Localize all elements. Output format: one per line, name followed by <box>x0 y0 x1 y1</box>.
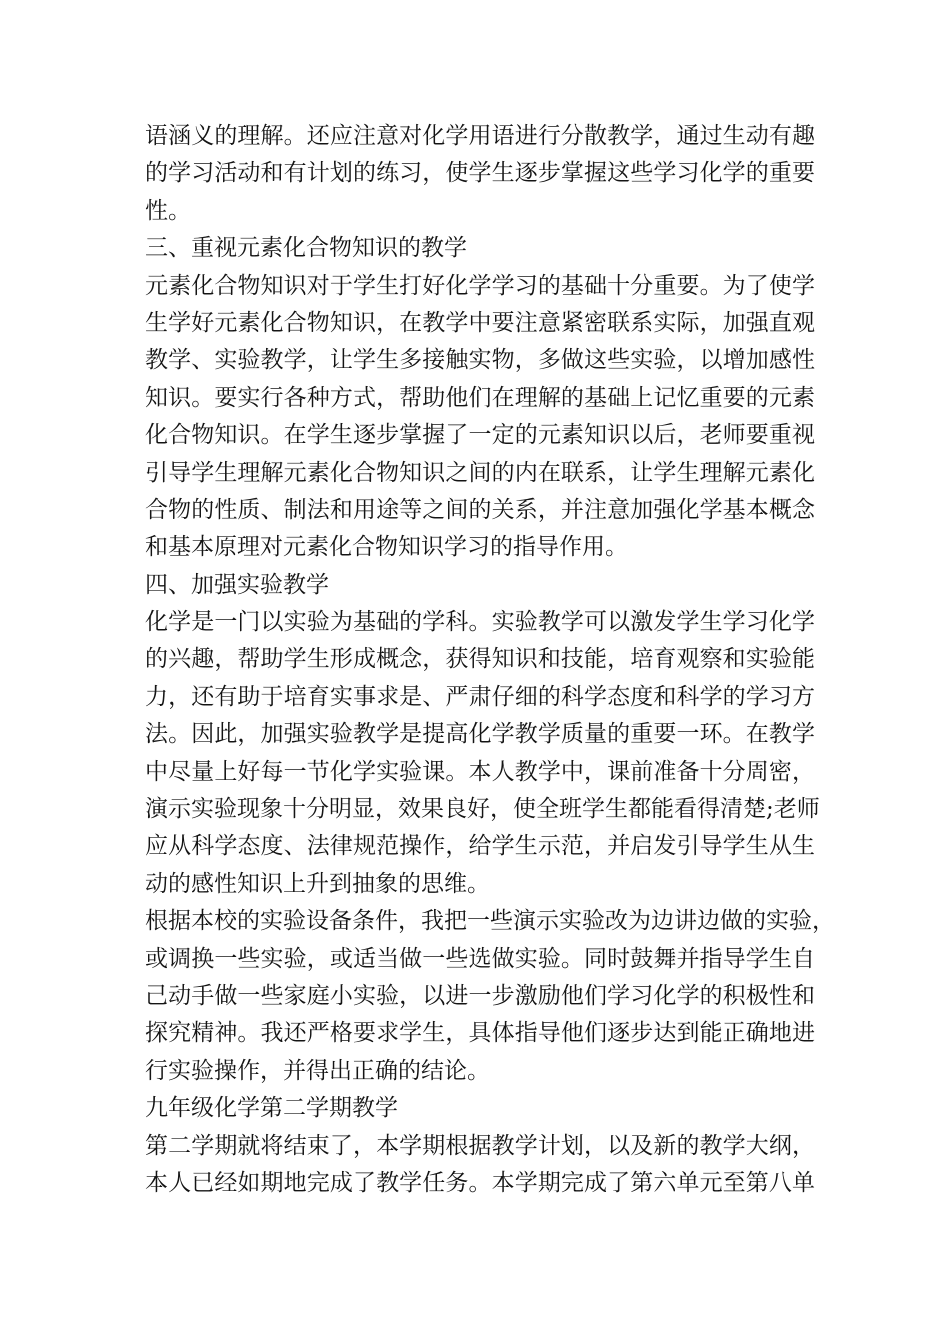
text-line: 知识。要实行各种方式，帮助他们在理解的基础上记忆重要的元素 <box>145 384 815 411</box>
text-line: 生学好元素化合物知识，在教学中要注意紧密联系实际，加强直观 <box>145 309 815 336</box>
text-line: 己动手做一些家庭小实验，以进一步激励他们学习化学的积极性和 <box>145 982 815 1009</box>
text-line: 的学习活动和有计划的练习，使学生逐步掌握这些学习化学的重要 <box>145 160 815 187</box>
text-line: 演示实验现象十分明显，效果良好，使全班学生都能看得清楚;老师 <box>145 796 820 823</box>
text-line: 行实验操作，并得出正确的结论。 <box>145 1057 490 1084</box>
text-line: 合物的性质、制法和用途等之间的关系，并注意加强化学基本概念 <box>145 496 815 523</box>
text-line: 根据本校的实验设备条件，我把一些演示实验改为边讲边做的实验， <box>145 908 835 935</box>
text-line: 法。因此，加强实验教学是提高化学教学质量的重要一环。在教学 <box>145 721 815 748</box>
text-line: 性。 <box>145 197 191 224</box>
text-line: 第二学期就将结束了，本学期根据教学计划，以及新的教学大纲， <box>145 1132 815 1159</box>
text-line: 语涵义的理解。还应注意对化学用语进行分散教学，通过生动有趣 <box>145 123 815 149</box>
text-line: 或调换一些实验，或适当做一些选做实验。同时鼓舞并指导学生自 <box>145 945 815 972</box>
text-line: 应从科学态度、法律规范操作，给学生示范，并启发引导学生从生 <box>145 833 815 860</box>
section-heading: 九年级化学第二学期教学 <box>145 1095 398 1122</box>
text-line: 引导学生理解元素化合物知识之间的内在联系，让学生理解元素化 <box>145 459 815 486</box>
section-heading: 四、加强实验教学 <box>145 571 329 598</box>
text-line: 和基本原理对元素化合物知识学习的指导作用。 <box>145 534 628 561</box>
text-line: 教学、实验教学，让学生多接触实物，多做这些实验，以增加感性 <box>145 347 815 374</box>
section-heading: 三、重视元素化合物知识的教学 <box>145 235 467 262</box>
text-line: 力，还有助于培育实事求是、严肃仔细的科学态度和科学的学习方 <box>145 683 815 710</box>
text-line: 的兴趣，帮助学生形成概念，获得知识和技能，培育观察和实验能 <box>145 646 815 673</box>
text-line: 化合物知识。在学生逐步掌握了一定的元素知识以后，老师要重视 <box>145 422 815 449</box>
text-line: 中尽量上好每一节化学实验课。本人教学中，课前准备十分周密， <box>145 758 815 785</box>
document-body <box>145 118 835 1202</box>
text-line: 元素化合物知识对于学生打好化学学习的基础十分重要。为了使学 <box>145 272 815 299</box>
text-line: 动的感性知识上升到抽象的思维。 <box>145 870 490 897</box>
text-line: 化学是一门以实验为基础的学科。实验教学可以激发学生学习化学 <box>145 609 815 636</box>
text-line: 探究精神。我还严格要求学生，具体指导他们逐步达到能正确地进 <box>145 1020 815 1047</box>
text-line: 本人已经如期地完成了教学任务。本学期完成了第六单元至第八单 <box>145 1169 815 1196</box>
